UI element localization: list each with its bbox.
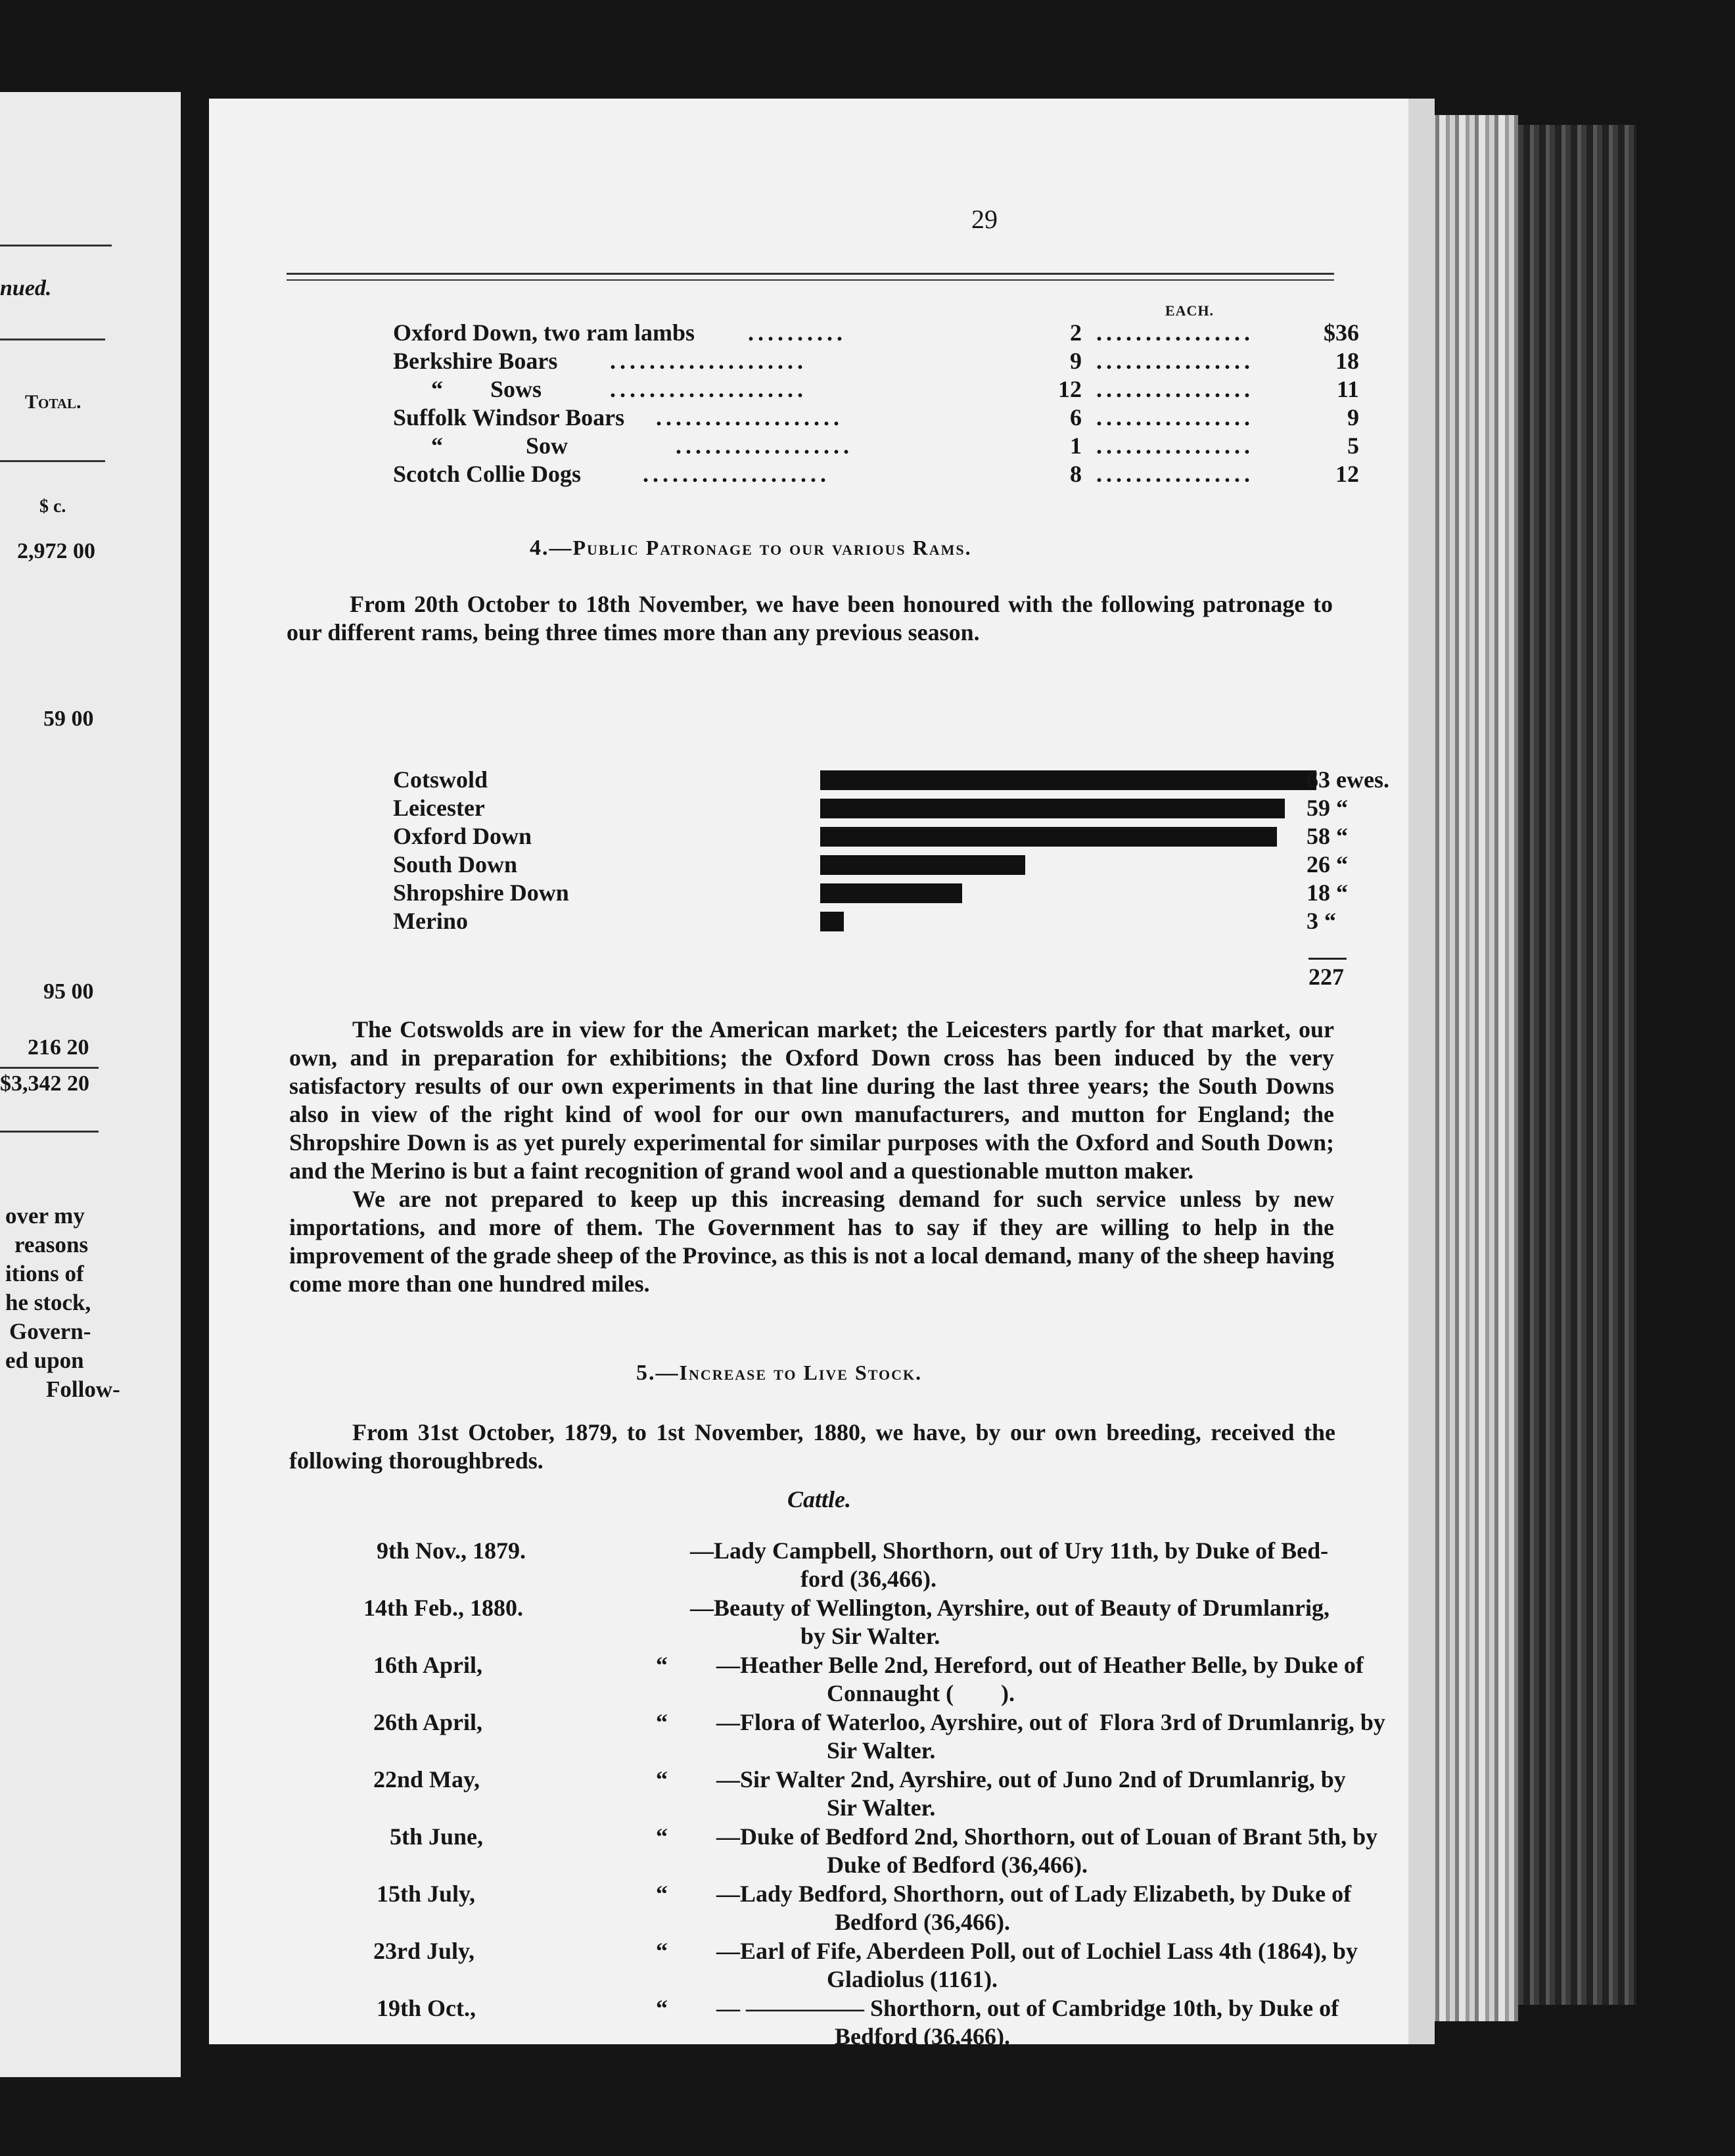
chart-category-label: Cotswold [393,766,488,793]
left-text-line: Follow- [46,1376,120,1402]
entry-text: —Flora of Waterloo, Ayrshire, out of Flora 3rd of Drumlanrig, by [716,1709,1385,1735]
left-text-line: ed upon [5,1348,84,1373]
left-text-line: over my [5,1203,85,1229]
chart-bar-cotswold [820,770,1316,790]
left-rule [0,1131,99,1133]
stock-price: 9 [1347,404,1359,431]
stock-price: $36 [1324,319,1359,346]
entry-text-cont: ford (36,466). [800,1566,937,1592]
section-4-heading [530,536,972,561]
entry-text: —Lady Campbell, Shorthorn, out of Ury 11th, by Duke of Bed- [690,1537,1329,1564]
paragraph: The Cotswolds are in view for the American market; the Leicesters partly for that market, our own, and in preparation for exhibitions; the Oxford Down cross has been induced by the very satisfactory results of our own experiments in that line during the last three years; the South Downs also in view of the right kind of wool for our own manufacturers, and mutton for England; the Shropshire Down is as yet purely experimental for similar purposes with the Oxford and South Down; and the Merino is but a faint recognition of grand wool and a questionable mutton maker. [289,1016,1334,1184]
entry-text: —Duke of Bedford 2nd, Shorthorn, out of Louan of Brant 5th, by [716,1823,1378,1850]
total-rule [1308,958,1347,960]
book-edge [1518,125,1636,2005]
cattle-entry [347,1537,1425,1595]
ditto-mark: “ [656,1652,668,1678]
ditto-mark: “ [656,1823,668,1850]
dot-leader: .................... [610,348,807,374]
left-amount: 59 00 [43,707,94,731]
dot-leader: .......... [748,319,846,346]
ditto-mark: “ [656,1995,668,2021]
price-table-row [393,319,1445,348]
entry-date: 26th April, [373,1709,483,1735]
chart-value-label: 18 “ [1307,879,1348,906]
left-top-rule [0,245,112,246]
left-text-line: reasons [14,1232,89,1257]
left-text-line: he stock, [5,1290,91,1315]
header-rule [287,279,1334,281]
section-4-discussion [289,1016,1334,1298]
each-column-header: EACH. [1165,302,1214,319]
stock-name: “ Sows [431,376,542,402]
dot-leader: ................... [643,461,830,487]
dot-leader: ................ [1096,404,1254,431]
entry-date: 22nd May, [373,1766,480,1793]
stock-name: Suffolk Windsor Boars [393,404,625,431]
ditto-mark: “ [656,1881,668,1907]
entry-date: 23rd July, [373,1938,475,1964]
price-table-row [393,375,1445,404]
stock-name: Oxford Down, two ram lambs [393,319,695,346]
header-rule [287,273,1334,275]
left-rule [0,1067,99,1069]
entry-text-cont: Bedford (36,466). [835,2023,1010,2050]
dot-leader: ................ [1096,376,1254,402]
ditto-mark: “ [656,1766,668,1793]
chart-bar-shropshire-down [820,883,962,903]
previous-page-fragment [0,92,181,2077]
chart-total: 227 [1308,964,1344,990]
cattle-entry [347,1823,1425,1881]
entry-text-cont: Gladiolus (1161). [827,1966,998,1992]
section-5-intro: From 31st October, 1879, to 1st November, 1880, we have, by our own breeding, received the following thoroughbreds. [289,1419,1335,1474]
entry-date: 14th Feb., 1880. [363,1595,523,1621]
document-page [209,99,1435,2050]
chart-value-label: 58 “ [1307,823,1348,849]
entry-text-cont: Connaught ( ). [827,1680,1015,1706]
left-amount: 95 00 [43,979,94,1004]
section-number: 4.— [530,536,573,560]
stock-qty: 8 [1070,461,1082,487]
entry-date: 15th July, [377,1881,476,1907]
dot-leader: ................ [1096,461,1254,487]
chart-bar-leicester [820,799,1285,818]
entry-text: —Heather Belle 2nd, Hereford, out of Heather Belle, by Duke of [716,1652,1364,1678]
entry-date: 19th Oct., [377,1995,476,2021]
stock-qty: 6 [1070,404,1082,431]
chart-category-label: Oxford Down [393,823,532,849]
cattle-entry [347,1880,1425,1938]
chart-category-label: Merino [393,908,468,934]
entry-text-cont: by Sir Walter. [800,1623,940,1649]
chart-value-label: 26 “ [1307,851,1348,878]
chart-bar-oxford-down [820,827,1277,847]
stock-qty: 12 [1058,376,1082,402]
stock-price: 18 [1335,348,1359,374]
stock-qty: 2 [1070,319,1082,346]
price-table-row [393,347,1445,376]
left-currency-header: $ c. [39,496,66,517]
entry-date: 16th April, [373,1652,483,1678]
cattle-subheading: Cattle. [787,1486,851,1512]
cattle-entry [347,1594,1425,1652]
price-table-row [393,460,1445,489]
section-4-intro: From 20th October to 18th November, we have been honoured with the following patronage to our different rams, being three times more than any previous season. [287,591,1333,645]
price-table-row [393,432,1445,461]
dot-leader: ................ [1096,433,1254,459]
ditto-mark: “ [656,1938,668,1964]
paragraph: We are not prepared to keep up this increasing demand for such service unless by new importations, and more of them. The Government has to say if they are willing to help in the improvement of the grade sheep of the Province, as this is not a local demand, many of the sheep having come more than one hundred miles. [289,1186,1334,1297]
section-title: Public Patronage to our various Rams. [572,536,972,559]
stock-name: Berkshire Boars [393,348,558,374]
left-text-line: itions of [5,1261,84,1286]
section-5-heading [636,1361,922,1386]
dot-leader: ................ [1096,348,1254,374]
section-number: 5.— [636,1361,680,1385]
stock-price: 11 [1336,376,1359,402]
chart-value-label: 63 ewes. [1307,766,1389,793]
cattle-entry [347,1994,1425,2052]
entry-text-cont: Duke of Bedford (36,466). [827,1852,1088,1878]
stock-qty: 9 [1070,348,1082,374]
stock-price: 12 [1335,461,1359,487]
price-table-row [393,404,1445,433]
entry-text: —Earl of Fife, Aberdeen Poll, out of Lochiel Lass 4th (1864), by [716,1938,1358,1964]
entry-text-cont: Sir Walter. [827,1737,936,1764]
chart-category-label: South Down [393,851,518,878]
cattle-entry [347,1708,1425,1766]
left-grand-total: $3,342 20 [0,1071,89,1096]
stock-price: 5 [1347,433,1359,459]
stock-qty: 1 [1070,433,1082,459]
entry-date: 5th June, [390,1823,484,1850]
dot-leader: ................... [656,404,843,431]
left-header-fragment: nued. [0,276,52,300]
chart-bar-south-down [820,855,1025,875]
stock-name: “ Sow [431,433,568,459]
left-rule [0,460,105,462]
dot-leader: ................ [1096,319,1254,346]
ditto-mark: “ [656,1709,668,1735]
cattle-entry [347,1766,1425,1823]
cattle-entry [347,1651,1425,1709]
dot-leader: .................... [610,376,807,402]
entry-text-cont: Bedford (36,466). [835,1909,1010,1935]
left-rule [0,339,105,340]
entry-text: —Lady Bedford, Shorthorn, out of Lady Elizabeth, by Duke of [716,1881,1352,1907]
left-amount: 2,972 00 [17,539,95,563]
page-number: 29 [971,204,998,234]
left-total-header: Total. [25,391,81,413]
entry-text: —Sir Walter 2nd, Ayrshire, out of Juno 2nd of Drumlanrig, by [716,1766,1346,1793]
entry-text: —Beauty of Wellington, Ayrshire, out of Beauty of Drumlanrig, [690,1595,1330,1621]
entry-text: — ————— Shorthorn, out of Cambridge 10th, by Duke of [716,1995,1339,2021]
left-text-fragment [5,1202,120,1404]
dot-leader: .................. [676,433,853,459]
left-text-line: Govern- [9,1319,91,1344]
stock-name: Scotch Collie Dogs [393,461,581,487]
entry-date: 9th Nov., 1879. [377,1537,526,1564]
left-amount: 216 20 [28,1035,89,1060]
entry-text-cont: Sir Walter. [827,1794,936,1821]
chart-bar-merino [820,912,844,931]
chart-category-label: Shropshire Down [393,879,569,906]
cattle-entry [347,1937,1425,1995]
section-title: Increase to Live Stock. [679,1361,923,1384]
chart-value-label: 3 “ [1307,908,1336,934]
chart-category-label: Leicester [393,795,485,821]
chart-value-label: 59 “ [1307,795,1348,821]
